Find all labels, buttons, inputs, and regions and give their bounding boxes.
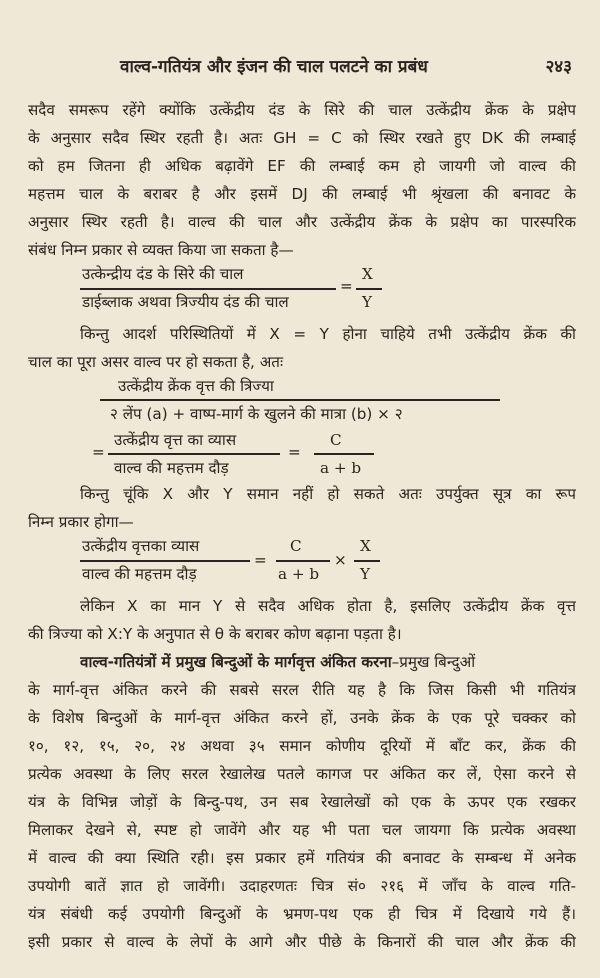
eq3-denominator-right: Y [360,565,371,583]
running-header [0,54,600,80]
chapter-title: वाल्व-गतियंत्र और इंजन की चाल पलटने का प्रबंध [120,57,428,77]
text-line: के मार्ग-वृत्त अंकित करने की सबसे सरल रीति यह है कि जिस किसी भी गतियंत्र [28,681,576,699]
eq3-denominator-left: वाल्व की महत्तम दौड़ [82,565,197,583]
eq1-fraction-bar [80,288,336,290]
eq1-equals: = [340,277,353,295]
text-line: किन्तु चूंकि X और Y समान नहीं हो सकते अतः उपर्युक्त सूत्र का रूप [80,485,576,503]
eq2-denominator-2: वाल्व की महत्तम दौड़ [114,459,229,477]
eq2-denominator: २ लेंप (a) + वाष्प-मार्ग के खुलने की मात्रा (b) × २ [110,405,403,423]
text-line: संबंध निम्न प्रकार से व्यक्त किया जा सकता है— [28,241,294,259]
eq2-equals-left: = [92,443,105,461]
section-heading-line [80,652,576,672]
eq2-numerator-2: उत्केंद्रीय वृत्त का व्यास [114,431,237,449]
eq3-fraction-bar-right [354,560,380,562]
section-heading: वाल्व-गतियंत्रों में प्रमुख बिन्दुओं के मार्गवृत्त अंकित करना [80,653,392,671]
eq3-times: × [334,551,347,569]
text-line: किन्तु आदर्श परिस्थितियों में X = Y होना चाहिये तभी उत्केंद्रीय क्रेंक की [80,325,576,343]
eq3-fraction-bar-mid [276,560,330,562]
eq3-numerator-left: उत्केंद्रीय वृत्तका व्यास [82,537,200,555]
eq2-numerator-3: C [330,431,342,449]
eq2-numerator: उत्केंद्रीय क्रेंक वृत्त की त्रिज्या [118,377,274,395]
eq1-denominator-right: Y [362,293,373,311]
eq3-numerator-mid: C [290,537,302,555]
eq1-denominator-left: डाईब्लाक अथवा त्रिज्यीय दंड की चाल [82,293,289,311]
eq1-numerator-left: उत्केन्द्रीय दंड के सिरे की चाल [82,265,244,283]
text-line: १०, १२, १५, २०, २४ अथवा ३५ समान कोणीय दूरियों में बाँट कर, क्रेंक की [28,737,576,755]
text-line: के अनुसार सदैव स्थिर रहती है। अतः GH = C को स्थिर रखते हुए DK की लम्बाई [28,129,576,147]
text-line: मिलाकर देखने से, स्पष्ट हो जावेंगे और यह भी पता चल जायगा कि प्रत्येक अवस्था [28,821,576,839]
text-line: महत्तम चाल के बराबर है और इसमें DJ की लम्बाई भी श्रृंखला की बनावट के [28,185,576,203]
eq3-equals: = [254,551,267,569]
eq2-denominator-3: a + b [320,459,362,477]
eq2-equals-right: = [288,443,301,461]
text-line: को हम जितना ही अधिक बढ़ावेंगे EF की लम्बाई कम हो जायगी जो वाल्व की [28,157,576,175]
eq3-numerator-right: X [360,537,371,555]
text-line: निम्न प्रकार होगा— [28,513,134,531]
text-line: यंत्र के विभिन्न जोड़ों के बिन्दु-पथ, उन सब रेखालेखों को एक के ऊपर एक रखकर [28,793,576,811]
section-heading-rest: –प्रमुख बिन्दुओं [391,653,476,671]
text-line: इसी प्रकार से वाल्व के लेपों के आगे और पीछे के किनारों की चाल और क्रेंक की [28,933,576,951]
text-line: यंत्र संबंधी कई उपयोगी बिन्दुओं के भ्रमण-पथ एक ही चित्र में दिखाये गये हैं। [28,905,576,923]
eq2-fraction-bar-2 [108,453,280,455]
text-line: की त्रिज्या को X:Y के अनुपात से θ के बराबर कोण बढ़ाना पड़ता है। [28,625,402,643]
page-number: २४३ [545,57,572,77]
eq3-denominator-mid: a + b [278,565,320,583]
eq2-fraction-bar-3 [314,453,374,455]
text-line: लेकिन X का मान Y से सदैव अधिक होता है, इसलिए उत्केंद्रीय क्रेंक वृत्त [80,597,576,615]
eq1-numerator-right: X [362,265,373,283]
text-line: चाल का पूरा असर वाल्व पर हो सकता है, अतः [28,353,284,371]
eq1-fraction-bar-right [356,288,382,290]
text-line: अनुसार स्थिर रहती है। वाल्व की चाल और उत्केंद्रीय क्रेंक के प्रक्षेप का पारस्परिक [28,213,576,231]
eq2-fraction-bar [100,399,500,401]
eq3-fraction-bar-left [80,560,250,562]
text-line: में वाल्व की क्या स्थिति रही। इस प्रकार हमें गतियंत्र की बनावट के सम्बन्ध में अनेक [28,849,576,867]
text-line: उपयोगी बातें ज्ञात हो जावेंगी। उदाहरणतः चित्र सं० २१६ में जाँच के वाल्व गति- [28,877,576,895]
text-line: प्रत्येक अवस्था के लिए सरल रेखालेख पतले कागज पर अंकित कर लें, ऐसा करने से [28,765,576,783]
text-line: सदैव समरूप रहेंगे क्योंकि उत्केंद्रीय दंड के सिरे की चाल उत्केंद्रीय क्रेंक के प्रक्षेप [28,101,576,119]
text-line: के विशेष बिन्दुओं के मार्ग-वृत्त अंकित करने हों, उनके क्रेंक के एक पूरे चक्कर को [28,709,576,727]
